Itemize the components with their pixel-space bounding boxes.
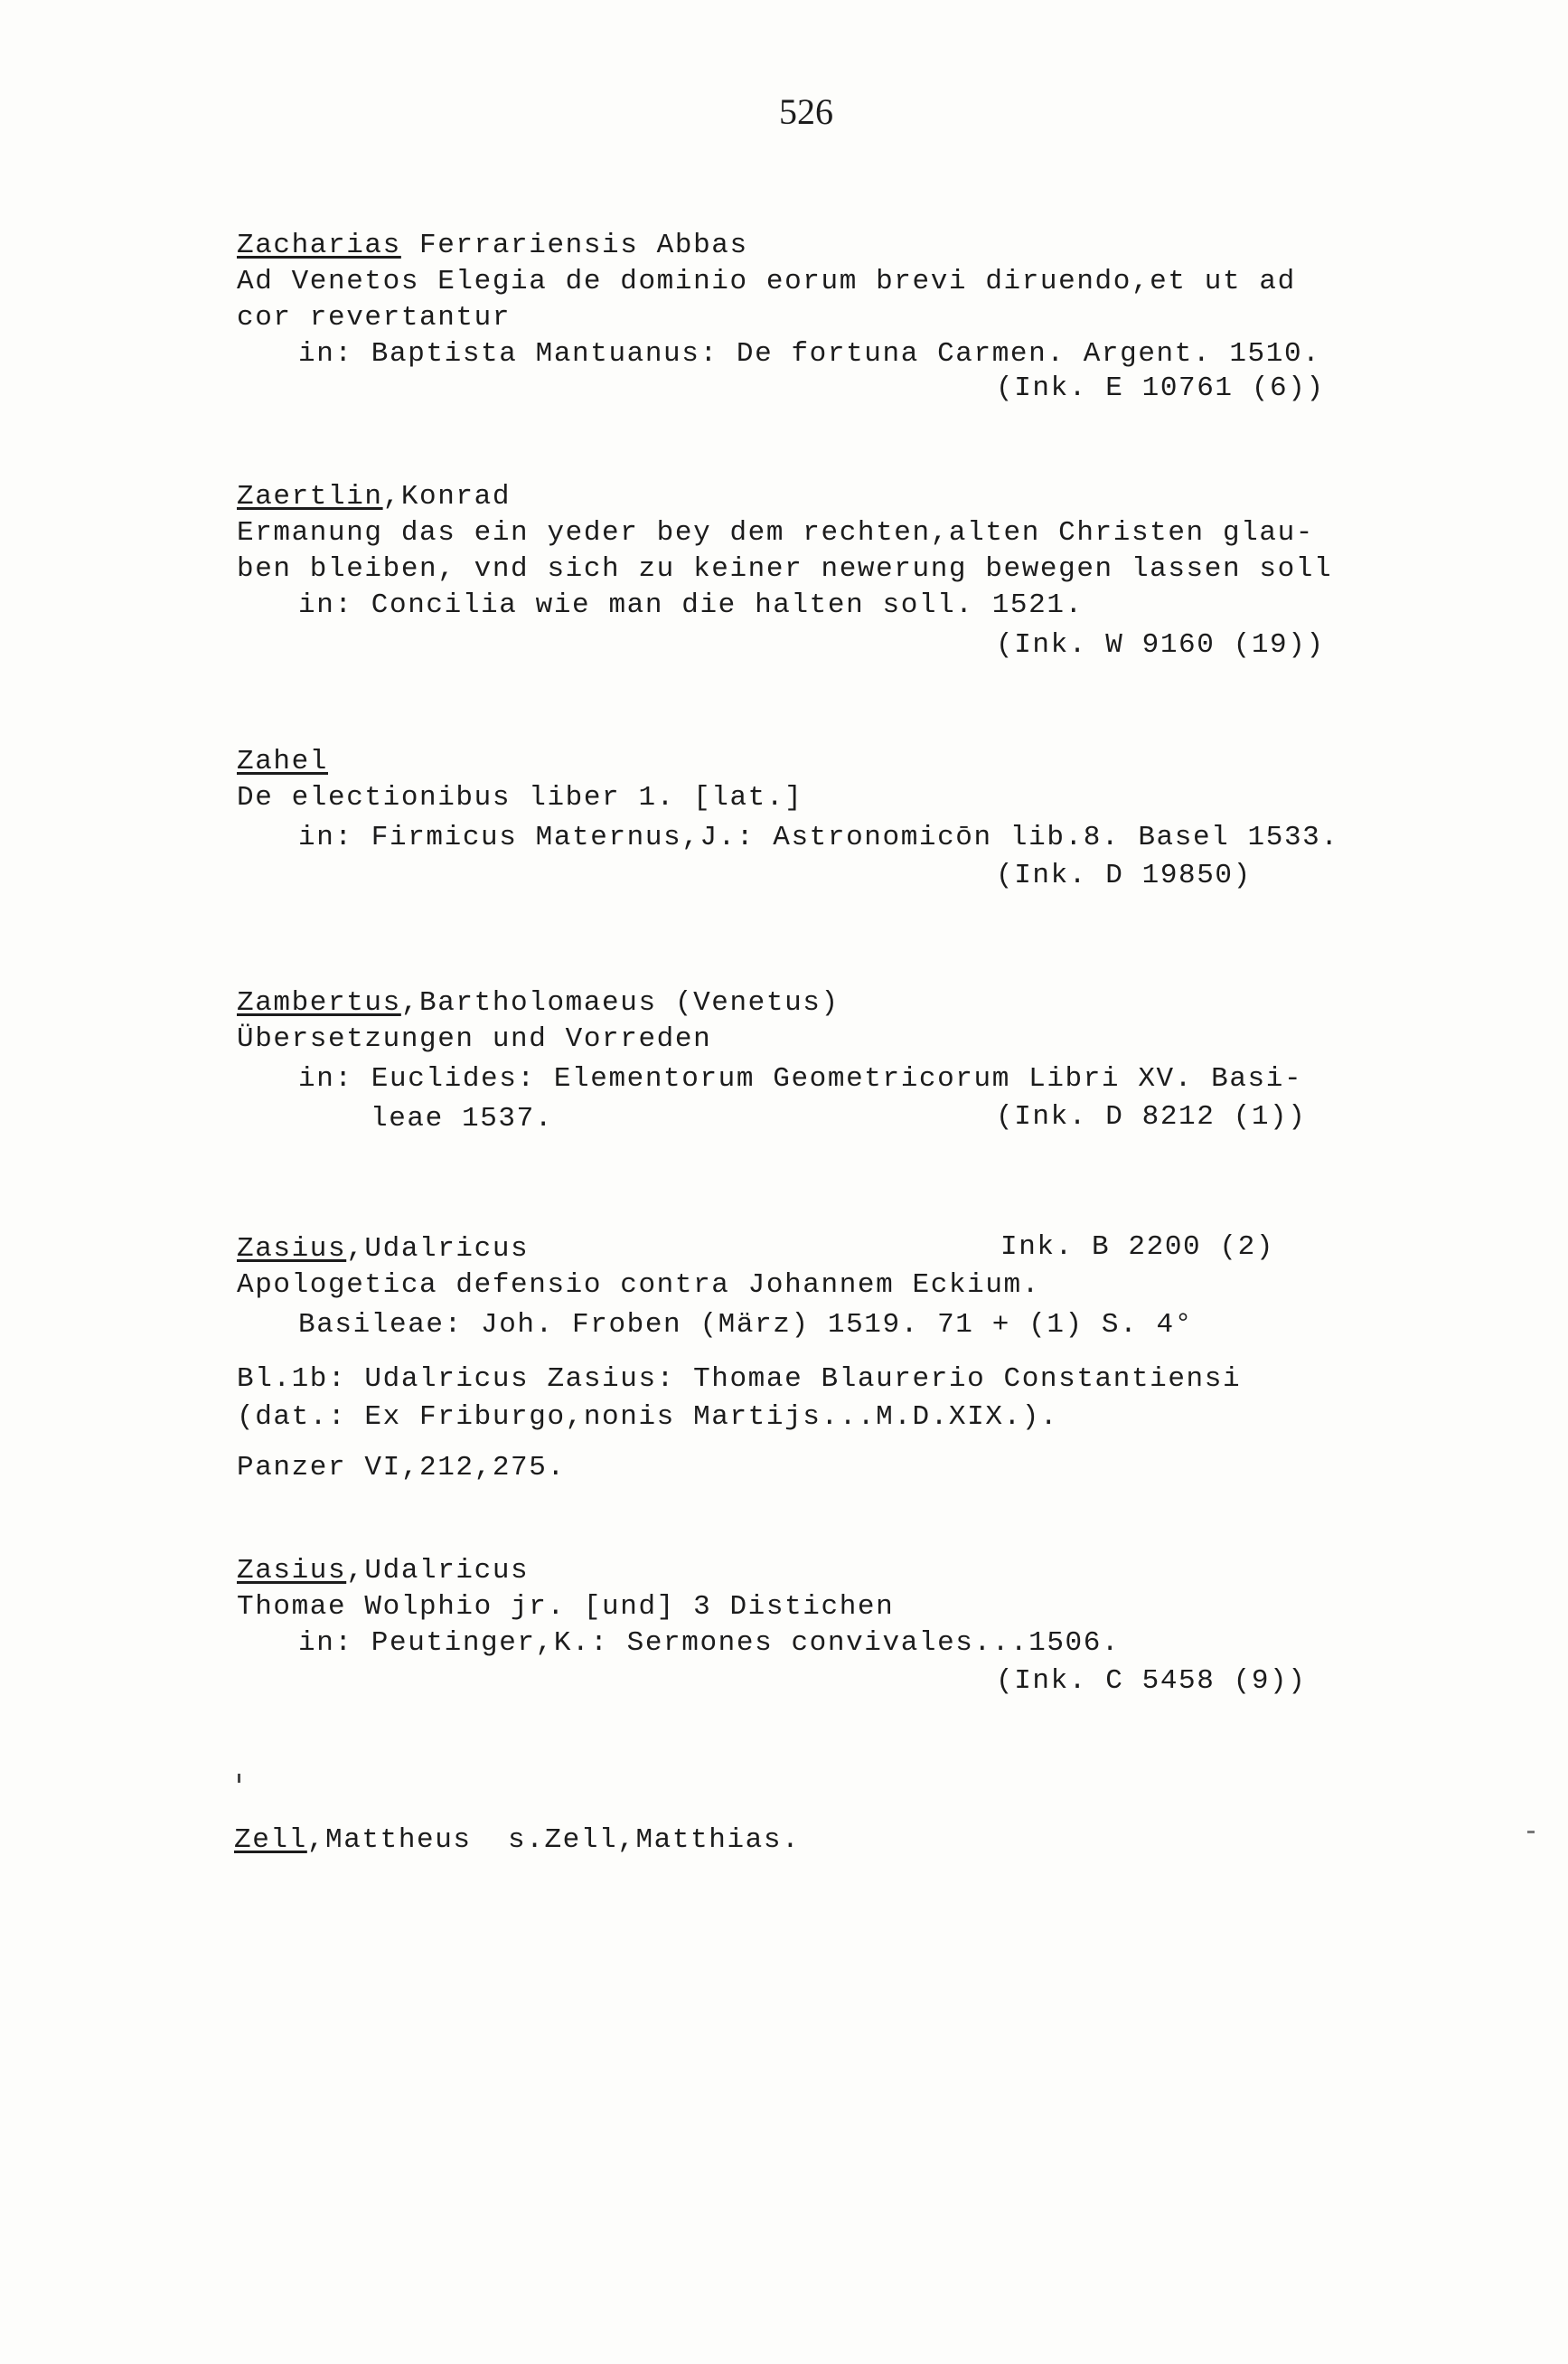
entry-heading (237, 744, 328, 780)
title-line: Apologetica defensio contra Johannem Eckium. (237, 1269, 1040, 1301)
shelfmark: (Ink. D 8212 (1)) (996, 1101, 1307, 1133)
entry-heading (237, 1553, 529, 1589)
heading-name: Zahel (237, 746, 329, 777)
heading-rest: ,Mattheus s.Zell,Matthias. (306, 1824, 801, 1856)
heading-name: Zacharias (237, 230, 401, 261)
source-line: in: Firmicus Maternus,J.: Astronomicōn lib.8. Basel 1533. (298, 822, 1339, 853)
ink-speck (238, 1774, 240, 1783)
source-line: in: Baptista Mantuanus: De fortuna Carmen. Argent. 1510. (298, 338, 1321, 370)
heading-rest: ,Konrad (382, 481, 512, 513)
entry-heading (237, 985, 840, 1022)
source-line: in: Peutinger,K.: Sermones convivales...1506. (298, 1627, 1121, 1659)
source-line-cont: leae 1537. (371, 1103, 554, 1135)
source-line: in: Concilia wie man die halten soll. 1521. (298, 589, 1084, 621)
heading-name: Zasius (237, 1233, 347, 1265)
title-line: ben bleiben, vnd sich zu keiner newerung bewegen lassen soll (237, 553, 1333, 585)
title-line: Übersetzungen und Vorreden (237, 1023, 712, 1055)
source-line: in: Euclides: Elementorum Geometricorum Libri XV. Basi- (298, 1063, 1303, 1095)
shelfmark: Ink. B 2200 (2) (1000, 1231, 1275, 1263)
shelfmark: (Ink. W 9160 (19)) (996, 629, 1325, 661)
heading-rest: ,Udalricus (346, 1233, 530, 1265)
shelfmark: (Ink. D 19850) (996, 860, 1252, 891)
title-line: De electionibus liber 1. [lat.] (237, 782, 803, 814)
page-number: 526 (779, 91, 833, 132)
entry-heading (237, 228, 748, 264)
title-line: Ermanung das ein yeder bey dem rechten,alten Christen glau- (237, 517, 1314, 549)
heading-name: Zambertus (237, 987, 401, 1019)
title-line: Ad Venetos Elegia de dominio eorum brevi diruendo,et ut ad (237, 266, 1296, 297)
shelfmark: (Ink. E 10761 (6)) (996, 372, 1325, 404)
note-line: Panzer VI,212,275. (237, 1452, 566, 1483)
entry-heading (234, 1822, 800, 1859)
heading-name: Zaertlin (237, 481, 383, 513)
heading-name: Zell (234, 1824, 307, 1856)
entry-heading (237, 1231, 529, 1267)
heading-rest: Ferrariensis Abbas (400, 230, 748, 261)
title-line: cor revertantur (237, 302, 512, 334)
note-line: (dat.: Ex Friburgo,nonis Martijs...M.D.XIX.). (237, 1401, 1059, 1433)
edge-mark (1527, 1831, 1535, 1833)
shelfmark: (Ink. C 5458 (9)) (996, 1665, 1307, 1697)
heading-rest: ,Udalricus (346, 1555, 530, 1587)
heading-rest: ,Bartholomaeus (Venetus) (400, 987, 840, 1019)
heading-name: Zasius (237, 1555, 347, 1587)
imprint-line: Basileae: Joh. Froben (März) 1519. 71 + (1) S. 4° (298, 1309, 1193, 1341)
entry-heading (237, 479, 511, 515)
note-line: Bl.1b: Udalricus Zasius: Thomae Blaurerio Constantiensi (237, 1363, 1242, 1395)
title-line: Thomae Wolphio jr. [und] 3 Distichen (237, 1591, 895, 1623)
